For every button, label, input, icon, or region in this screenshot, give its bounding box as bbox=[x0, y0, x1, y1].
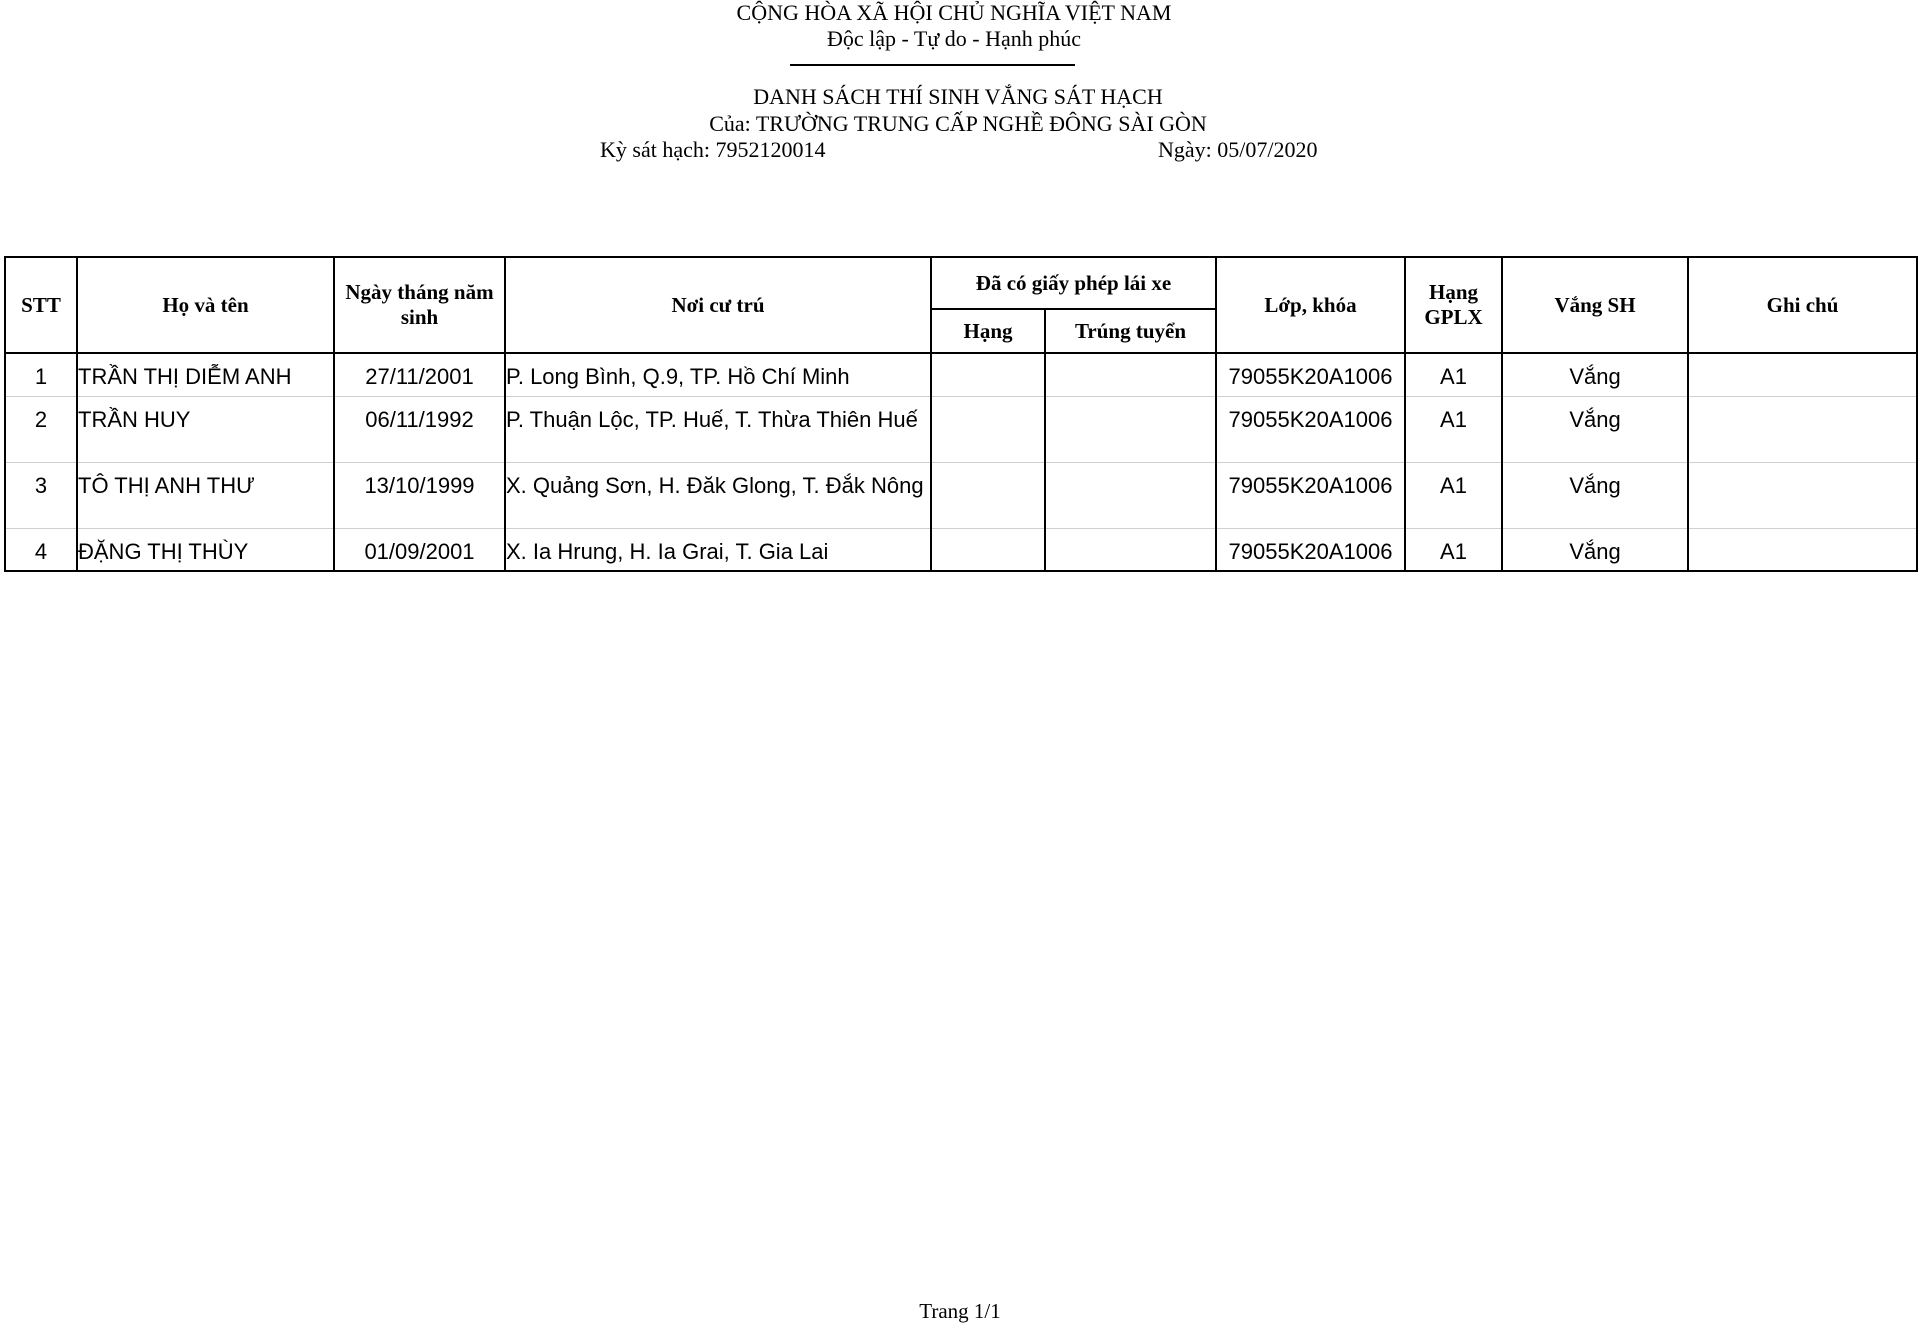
cell-dob: 01/09/2001 bbox=[334, 528, 505, 571]
cell-license-pass bbox=[1045, 462, 1216, 528]
cell-gplx-class: A1 bbox=[1405, 396, 1502, 462]
cell-gplx-class: A1 bbox=[1405, 462, 1502, 528]
cell-gplx-class: A1 bbox=[1405, 353, 1502, 396]
table-row bbox=[5, 462, 1917, 528]
exam-session-id: Kỳ sát hạch: 7952120014 bbox=[600, 137, 826, 162]
cell-absent: Vắng bbox=[1502, 353, 1688, 396]
cell-dob: 13/10/1999 bbox=[334, 462, 505, 528]
cell-stt: 4 bbox=[5, 528, 77, 571]
header-dob: Ngày tháng năm sinh bbox=[334, 257, 505, 353]
cell-class-course: 79055K20A1006 bbox=[1216, 462, 1405, 528]
header-residence: Nơi cư trú bbox=[505, 257, 931, 353]
cell-dob: 06/11/1992 bbox=[334, 396, 505, 462]
cell-license-pass bbox=[1045, 353, 1216, 396]
cell-note bbox=[1688, 528, 1917, 571]
header-license-class: Hạng bbox=[931, 309, 1045, 353]
header-name: Họ và tên bbox=[77, 257, 334, 353]
cell-license-class bbox=[931, 462, 1045, 528]
header-stt: STT bbox=[5, 257, 77, 353]
cell-license-class bbox=[931, 396, 1045, 462]
motto-underline bbox=[790, 64, 1075, 66]
cell-note bbox=[1688, 462, 1917, 528]
school-name: Của: TRƯỜNG TRUNG CẤP NGHỀ ĐÔNG SÀI GÒN bbox=[709, 111, 1207, 136]
document-title: DANH SÁCH THÍ SINH VẮNG SÁT HẠCH bbox=[753, 84, 1163, 109]
cell-residence: P. Thuận Lộc, TP. Huế, T. Thừa Thiên Huế bbox=[505, 396, 931, 462]
absent-candidates-table bbox=[4, 256, 1918, 572]
header-note: Ghi chú bbox=[1688, 257, 1917, 353]
cell-stt: 1 bbox=[5, 353, 77, 396]
header-absent: Vắng SH bbox=[1502, 257, 1688, 353]
cell-name: TRẦN HUY bbox=[77, 396, 334, 462]
cell-absent: Vắng bbox=[1502, 396, 1688, 462]
cell-class-course: 79055K20A1006 bbox=[1216, 396, 1405, 462]
cell-dob: 27/11/2001 bbox=[334, 353, 505, 396]
cell-name: TRẦN THỊ DIỄM ANH bbox=[77, 353, 334, 396]
cell-note bbox=[1688, 353, 1917, 396]
header-license-group: Đã có giấy phép lái xe bbox=[931, 257, 1216, 309]
motto: Độc lập - Tự do - Hạnh phúc bbox=[826, 26, 1082, 51]
cell-residence: P. Long Bình, Q.9, TP. Hồ Chí Minh bbox=[505, 353, 931, 396]
cell-class-course: 79055K20A1006 bbox=[1216, 353, 1405, 396]
cell-license-pass bbox=[1045, 528, 1216, 571]
cell-name: ĐẶNG THỊ THÙY bbox=[77, 528, 334, 571]
header-license-pass: Trúng tuyển bbox=[1045, 309, 1216, 353]
table-row bbox=[5, 528, 1917, 571]
cell-name: TÔ THỊ ANH THƯ bbox=[77, 462, 334, 528]
cell-residence: X. Quảng Sơn, H. Đăk Glong, T. Đắk Nông bbox=[505, 462, 931, 528]
header-gplx-class: Hạng GPLX bbox=[1405, 257, 1502, 353]
cell-residence: X. Ia Hrung, H. Ia Grai, T. Gia Lai bbox=[505, 528, 931, 571]
cell-gplx-class: A1 bbox=[1405, 528, 1502, 571]
cell-license-class bbox=[931, 353, 1045, 396]
cell-absent: Vắng bbox=[1502, 462, 1688, 528]
cell-license-pass bbox=[1045, 396, 1216, 462]
cell-absent: Vắng bbox=[1502, 528, 1688, 571]
exam-date: Ngày: 05/07/2020 bbox=[1158, 137, 1318, 162]
cell-note bbox=[1688, 396, 1917, 462]
table-row bbox=[5, 396, 1917, 462]
nation-title: CỘNG HÒA XÃ HỘI CHỦ NGHĨA VIỆT NAM bbox=[736, 0, 1172, 25]
cell-stt: 3 bbox=[5, 462, 77, 528]
cell-stt: 2 bbox=[5, 396, 77, 462]
page-number: Trang 1/1 bbox=[919, 1299, 1001, 1323]
table-header-row bbox=[5, 257, 1917, 309]
cell-license-class bbox=[931, 528, 1045, 571]
table-row bbox=[5, 353, 1917, 396]
header-class-course: Lớp, khóa bbox=[1216, 257, 1405, 353]
cell-class-course: 79055K20A1006 bbox=[1216, 528, 1405, 571]
